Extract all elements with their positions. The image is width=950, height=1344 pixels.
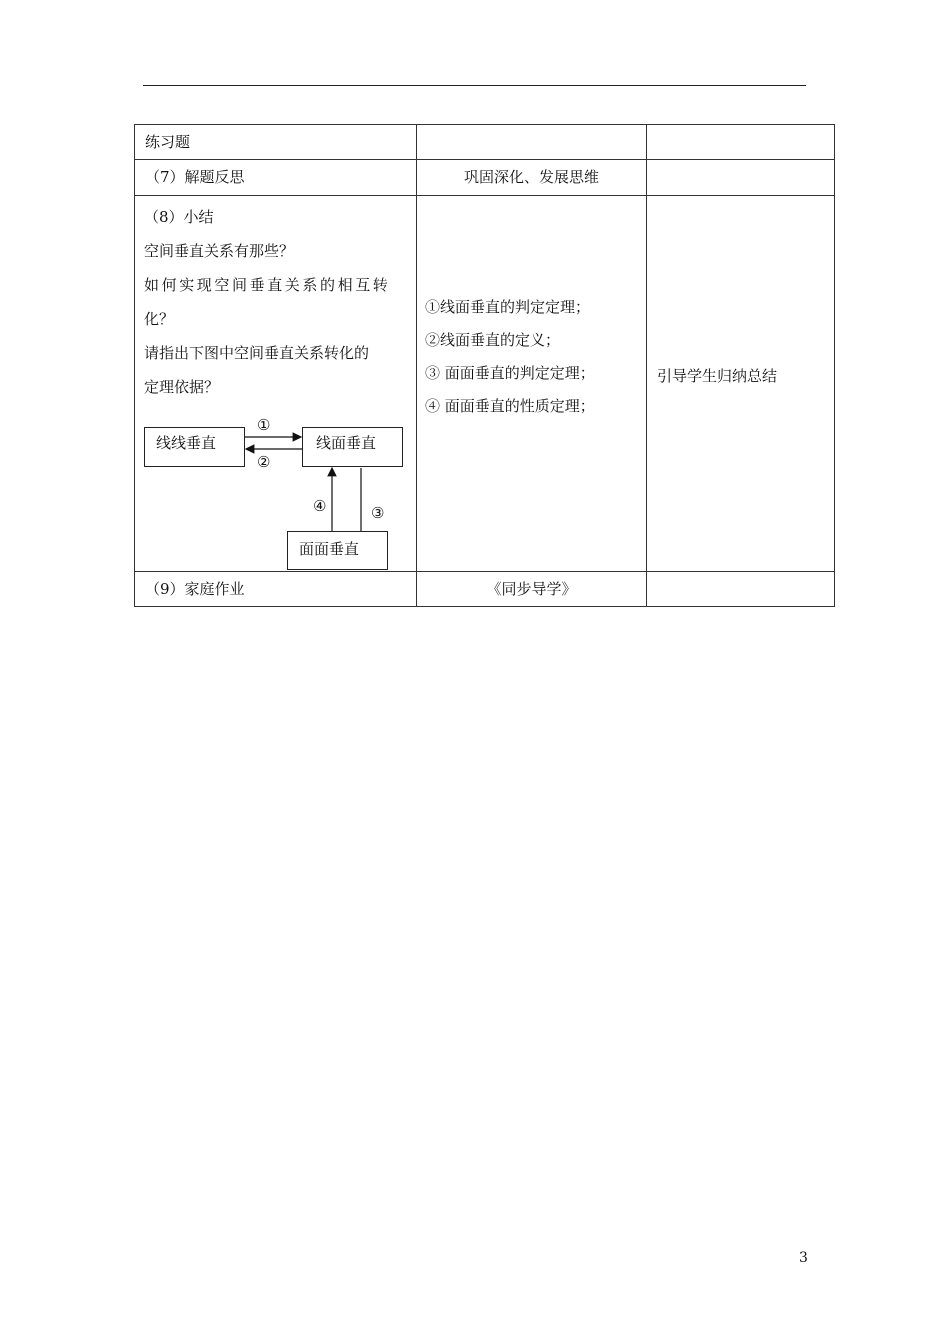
cell-summary (135, 196, 417, 572)
cell-text: （9）家庭作业 (145, 580, 245, 598)
cell-empty (647, 572, 835, 607)
cell-empty (647, 160, 835, 196)
arrow-label-3: ③ (371, 504, 385, 522)
cell-guidance (647, 196, 835, 572)
cell-text: （7）解题反思 (145, 168, 245, 186)
cell-theorems (417, 196, 647, 572)
table-row (135, 572, 835, 607)
summary-question: 化？ (144, 310, 175, 328)
summary-heading: （8）小结 (144, 208, 214, 226)
table-row (135, 160, 835, 196)
box-line-line-perpendicular: 线线垂直 (144, 427, 245, 467)
perpendicular-relation-diagram (135, 196, 417, 571)
cell-text: 巩固深化、发展思维 (463, 168, 599, 186)
box-line-plane-perpendicular: 线面垂直 (302, 427, 403, 467)
theorem-list (425, 291, 595, 423)
cell-empty (647, 125, 835, 160)
list-item: ④ 面面垂直的性质定理； (425, 397, 595, 415)
arrow-label-2: ② (257, 453, 271, 471)
header-rule (143, 85, 806, 86)
guidance-text: 引导学生归纳总结 (657, 367, 778, 385)
list-item: ③ 面面垂直的判定定理； (425, 364, 595, 382)
summary-question: 如何实现空间垂直关系的相互转 (144, 276, 391, 294)
arrow-label-1: ① (257, 416, 271, 434)
summary-question: 空间垂直关系有那些？ (144, 242, 295, 260)
cell-exercise (135, 125, 417, 160)
cell-empty (417, 125, 647, 160)
arrow-label-4: ④ (313, 497, 327, 515)
list-item: ①线面垂直的判定定理； (425, 298, 591, 316)
cell-homework (135, 572, 417, 607)
summary-question: 定理依据？ (144, 378, 220, 396)
table-row (135, 196, 835, 572)
cell-text: 《同步导学》 (486, 580, 577, 598)
lesson-table (134, 124, 835, 607)
list-item: ②线面垂直的定义； (425, 331, 561, 349)
summary-question: 请指出下图中空间垂直关系转化的 (144, 344, 370, 362)
cell-reflection (135, 160, 417, 196)
table-row (135, 125, 835, 160)
cell-reflection-purpose (417, 160, 647, 196)
page-number: 3 (799, 1250, 808, 1266)
cell-text: 练习题 (145, 133, 191, 151)
cell-homework-book (417, 572, 647, 607)
box-plane-plane-perpendicular: 面面垂直 (287, 531, 388, 570)
